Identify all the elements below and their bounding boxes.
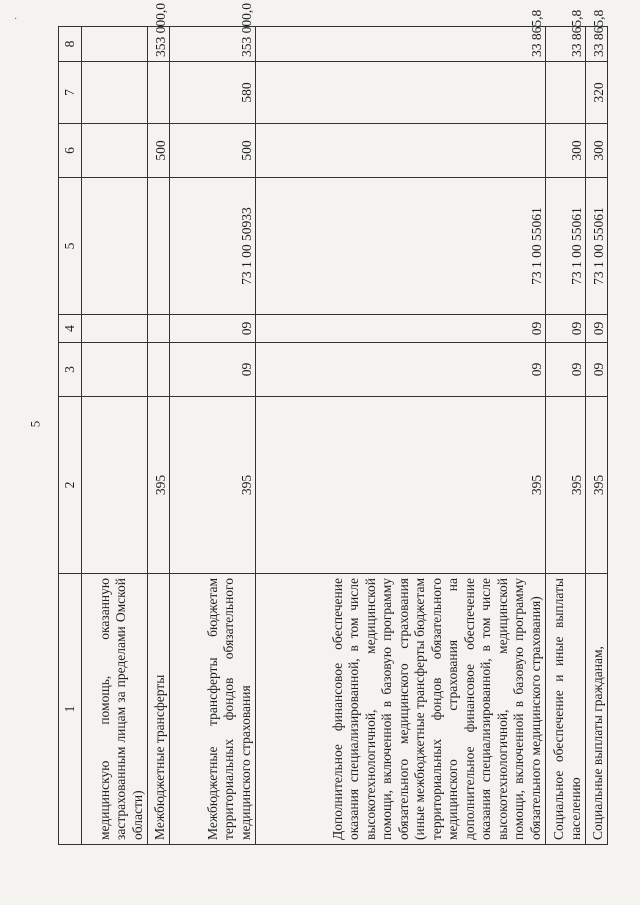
table-row	[256, 27, 546, 845]
row-name: Социальное обеспечение и иные выплаты населению	[546, 574, 586, 845]
header-col-6: 6	[59, 124, 82, 178]
cell-c7	[148, 62, 170, 124]
row-name: Дополнительное финансовое обеспечение оказания специализированной, в том числе высокотехнологичной, медицинской помощи, включенной в базовую программу обязательного медицинского страхования (иные межбюджетные трансферты бюджетам территориальных фондов обязательного медицинского страхования на дополнительное финансовое обеспечение оказания специализированной, в том числе высокотехнологичной, медицинской помощи, включенной в базовую программу обязательного медицинского страхования)	[256, 574, 546, 845]
cell-c3: 09	[546, 343, 586, 397]
cell-c4	[148, 315, 170, 343]
cell-c4: 09	[546, 315, 586, 343]
header-col-4: 4	[59, 315, 82, 343]
cell-c7	[256, 62, 546, 124]
cell-c6: 300	[586, 124, 608, 178]
cell-c8: 353 000,0	[170, 27, 256, 62]
row-name: медицинскую помощь, оказанную застрахованным лицам за пределами Омской области)	[82, 574, 148, 845]
header-col-8: 8	[59, 27, 82, 62]
cell-c5: 73 1 00 55061	[256, 178, 546, 315]
cell-c8	[82, 27, 148, 62]
cell-c3: 09	[256, 343, 546, 397]
budget-table-rotated	[58, 3, 606, 845]
cell-c6	[82, 124, 148, 178]
cell-c6: 500	[148, 124, 170, 178]
cell-c7	[546, 62, 586, 124]
cell-c7: 580	[170, 62, 256, 124]
cell-c5: 73 1 00 55061	[546, 178, 586, 315]
cell-c2	[82, 397, 148, 574]
budget-table	[58, 3, 608, 845]
cell-c8: 33 865,8	[546, 27, 586, 62]
cell-c2: 395	[546, 397, 586, 574]
cell-c5	[82, 178, 148, 315]
row-name: Межбюджетные трансферты бюджетам территориальных фондов обязательного медицинского страхования	[170, 574, 256, 845]
cell-c4: 09	[170, 315, 256, 343]
header-col-1: 1	[59, 574, 82, 845]
cell-c6: 300	[546, 124, 586, 178]
cell-c2: 395	[170, 397, 256, 574]
cell-c8: 33 865,8	[586, 27, 608, 62]
scan-mark: ·	[14, 14, 18, 25]
cell-c3: 09	[586, 343, 608, 397]
header-col-3: 3	[59, 343, 82, 397]
header-col-7: 7	[59, 62, 82, 124]
cell-c2: 395	[586, 397, 608, 574]
cell-c3	[148, 343, 170, 397]
header-col-5: 5	[59, 178, 82, 315]
cell-c8: 33 865,8	[256, 27, 546, 62]
cell-c5: 73 1 00 55061	[586, 178, 608, 315]
table-row	[546, 27, 586, 845]
table-row	[586, 27, 608, 845]
cell-c8: 353 000,0	[148, 27, 170, 62]
header-col-2: 2	[59, 397, 82, 574]
cell-c3	[82, 343, 148, 397]
cell-c4	[82, 315, 148, 343]
page-number: 5	[27, 420, 43, 428]
cell-c3: 09	[170, 343, 256, 397]
cell-c4: 09	[586, 315, 608, 343]
cell-c7	[82, 62, 148, 124]
cell-c5: 73 1 00 50933	[170, 178, 256, 315]
cell-c2: 395	[256, 397, 546, 574]
header-row	[59, 27, 82, 845]
cell-c6: 500	[170, 124, 256, 178]
table-row	[170, 27, 256, 845]
cell-c5	[148, 178, 170, 315]
cell-c4: 09	[256, 315, 546, 343]
table-row	[82, 27, 148, 845]
cell-c6	[256, 124, 546, 178]
table-row	[148, 27, 170, 845]
row-name: Социальные выплаты гражданам,	[586, 574, 608, 845]
row-name: Межбюджетные трансферты	[148, 574, 170, 845]
cell-c2: 395	[148, 397, 170, 574]
cell-c7: 320	[586, 62, 608, 124]
